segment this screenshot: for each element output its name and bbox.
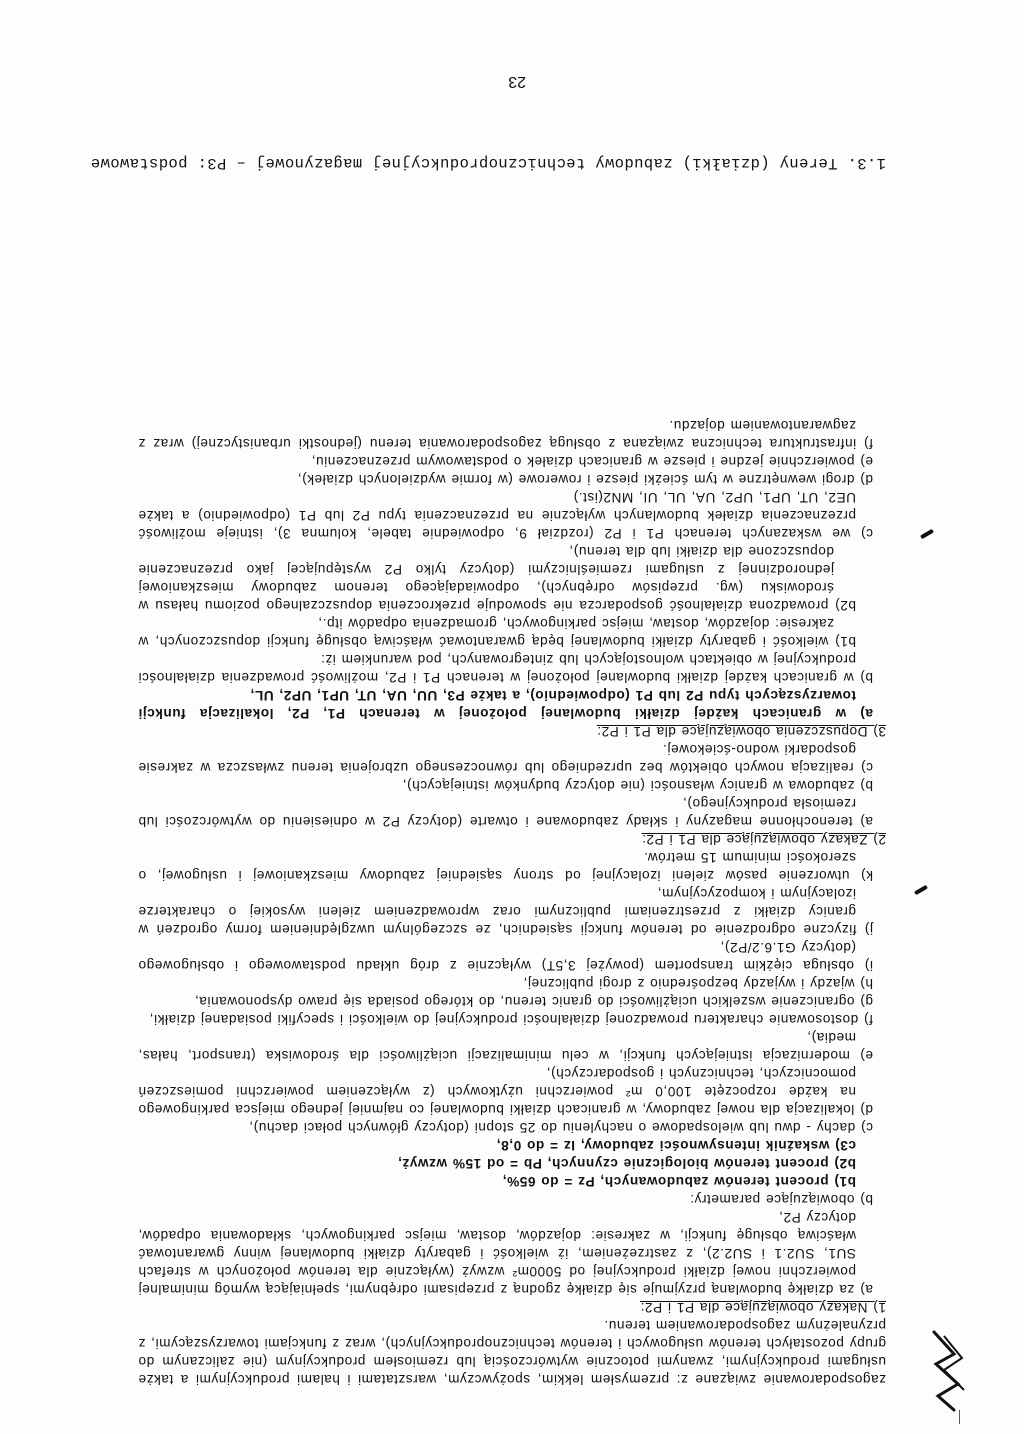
list-item: c) realizacja nowych obiektów bez uprzedniego lub równoczesnego uzbrojenia terenu zwłaszcza w zakresie gospodarki wodno-ściekowej. bbox=[138, 742, 873, 775]
list-item: g) ograniczenie wszelkich uciążliwości do granic terenu, do którego posiada się prawo dysponowania, bbox=[194, 994, 873, 1009]
list-item: h) wjazdy i wyjazdy bezpośrednio z drogi publicznej, bbox=[523, 976, 873, 991]
scan-speck bbox=[959, 1410, 960, 1424]
list-subitem: b1) wielkość i gabaryty działki budowlanej będą gwarantować właściwą obsługę funkcji dopuszczonych, w zakresie: dojazdów, dostaw, miejsc parkingowych, gromadzenia odpadów itp., bbox=[138, 616, 856, 649]
list-item: k) utworzenie pasów zieleni izolacyjnej od strony sąsiedniej zabudowy mieszkaniowej i usługowej, o szerokości minimum 15 metrów. bbox=[138, 850, 873, 883]
list-item: f) dostosowanie charakteru prowadzonej działalności produkcyjnej do wielkości i specyfiki posiadanej działki, bbox=[149, 1012, 873, 1027]
section-heading-zakazy: 2) Zakazy obowiązujące dla P1 i P2: bbox=[641, 832, 886, 847]
next-section-title: 1.3. Tereny (działki) zabudowy technicznoprodukcyjnej magazynowej – P3: podstawowe bbox=[90, 154, 886, 172]
section-heading-nakazy: 1) Nakazy obowiązujące dla P1 i P2: bbox=[640, 1300, 886, 1315]
list-item: b) obowiązujące parametry: bbox=[689, 1192, 873, 1207]
list-subitem: c3) wskaźnik intensywności zabudowy, Iz = do 0,8, bbox=[496, 1138, 856, 1153]
list-subitem: b1) procent terenów zabudowanych, Pz = do 65%, bbox=[502, 1174, 856, 1189]
list-item: b) zabudowa w granicy własności (nie dotyczy budynków istniejących), bbox=[402, 778, 873, 793]
list-subitem: b2) prowadzona działalność gospodarcza nie spowoduje przekroczenia dopuszczalnego poziomu hałasu w środowisku (wg. przepisów odrębnych), odpowiadającego terenom zabudowy mieszkaniowej jednorodzinnej z usługami rzemieślniczymi (dotyczy tylko P2 występującej jako przeznaczenie dopuszczone dla działki lub dla terenu), bbox=[138, 544, 856, 613]
list-item: c) dachy - dwu lub wielospadowe o nachyleniu do 25 stopni (dotyczy głównych połaci dachu), bbox=[248, 1120, 873, 1135]
list-item: e) powierzchnie jezdne i piesze w granicach działek o podstawowym przeznaczeniu, bbox=[311, 454, 873, 469]
margin-mark bbox=[914, 885, 928, 895]
page-number: 23 bbox=[508, 73, 526, 90]
list-item: a) w granicach każdej działki budowlanej położonej w terenach P1, P2, lokalizacja funkcji towarzyszących typu P2 lub P1 (odpowiednio), a także P3, UU, UA, UT, UP1, UP2, UL, bbox=[138, 688, 873, 721]
list-item: f) infrastruktura techniczna związana z obsługą zagospodarowania terenu (jednostki urbanistycznej) wraz z zagwarantowaniem dojazdu. bbox=[138, 418, 873, 451]
list-item: d) lokalizacja dla nowej zabudowy, w granicach działki budowlanej co najmniej jednego miejsca parkingowego na każde rozpoczęte 100,0 m² powierzchni użytkowych (z wyłączeniem powierzchni pomieszczeń pomocniczych, technicznych i gospodarczych), bbox=[138, 1066, 873, 1117]
intro-paragraph: zagospodarowanie związane z: przemysłem lekkim, spożywczym, warsztatami i halami produkcyjnymi a także usługami produkcyjnymi, zwanymi potocznie wytwórczością lub rzemiosłem produkcyjnym (nie zaliczanym do grupy pozostałych terenów usługowych i terenów technicznoprodukcyjnych), wraz z funkcjami towarzyszącymi, z przynależnym zagospodarowaniem terenu. bbox=[138, 1318, 886, 1387]
document-body bbox=[138, 416, 886, 1388]
list-item: e) modernizacja istniejących funkcji, w celu minimalizacji uciążliwości dla środowiska (transport, hałas, media), bbox=[138, 1030, 873, 1063]
list-item: a) terenochłonne magazyny i składy zabudowane i otwarte (dotyczy P2 w odniesieniu do wytwórczości lub rzemiosła produkcyjnego), bbox=[138, 796, 873, 829]
list-item: d) drogi wewnętrzne w tym ścieżki piesze i rowerowe (w formie wydzielonych działek), bbox=[297, 472, 873, 487]
list-item: i) obsługa ciężkim transportem (powyżej 3,5T) wyłącznie z dróg układu podstawowego i obsługowego (dotyczy G1.6.2/P2), bbox=[138, 940, 873, 973]
list-item: b) w granicach każdej działki budowlanej położonej w terenach P1 i P2, możliwość prowadzenia działalności produkcyjnej w obiektach wolnostojących lub zintegrowanych, pod warunkiem iż: bbox=[138, 652, 873, 685]
list-subitem: b2) procent terenów biologicznie czynnych, Pb = od 15% wzwyż, bbox=[397, 1156, 856, 1171]
handwritten-signature bbox=[914, 1324, 984, 1414]
margin-mark bbox=[920, 529, 934, 539]
section-heading-dopuszczenia: 3) Dopuszczenia obowiązujące dla P1 i P2: bbox=[596, 724, 886, 739]
list-item: j) fizyczne odgrodzenie od terenów funkcji sąsiednich, ze szczególnym uwzględnieniem formy ogrodzeń w granicy działki z przestrzeniami publicznymi oraz wprowadzeniem zieleni wysokiej o charakterze izolacyjnym i kompozycyjnym, bbox=[138, 886, 873, 937]
list-item: a) za działkę budowlaną przyjmuje się działkę zgodną z przepisami odrębnymi, spełniającą wymóg minimalnej powierzchni nowej działki produkcyjnej od 5000m² wzwyż (wyłącznie dla terenów położonych w strefach SU1, SU2.1 i SU2.2), z zastrzeżeniem, iż wielkość i gabaryty działki budowlanej winny gwarantować właściwą obsługę funkcji, w zakresie: dojazdów, dostaw, miejsc parkingowych, składowania odpadów, dotyczy P2, bbox=[138, 1210, 873, 1297]
list-item: c) we wskazanych terenach P1 i P2 (rozdział 9, odpowiednie tabele, kolumna 3), istnieje możliwość przeznaczenia działek budowlanych wyłącznie na przeznaczenia typu P2 lub P1 (odpowiednio) a także UE2, UT, UP1, UP2, UA, UL, UI, MN2(ist.) bbox=[138, 490, 873, 541]
